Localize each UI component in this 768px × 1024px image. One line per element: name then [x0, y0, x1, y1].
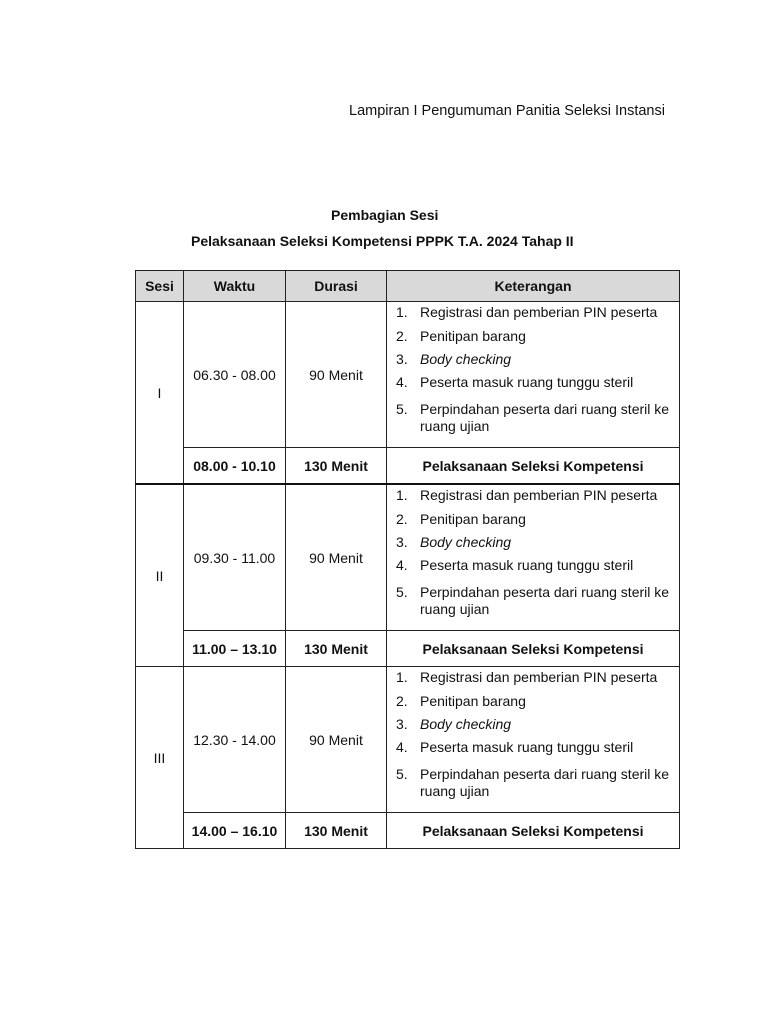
session-1-exam-row [136, 448, 680, 485]
session-2-exam-row [136, 631, 680, 667]
prep-time: 12.30 - 14.00 [184, 667, 286, 813]
exam-label: Pelaksanaan Seleksi Kompetensi [387, 631, 680, 667]
step-item: 5. Perpindahan peserta dari ruang steril ke ruang ujian [396, 766, 670, 799]
exam-time: 08.00 - 10.10 [184, 448, 286, 485]
step-item: 3. Body checking [396, 716, 512, 732]
prep-duration: 90 Menit [286, 667, 387, 813]
step-item: 4. Peserta masuk ruang tunggu steril [396, 739, 634, 755]
exam-duration: 130 Menit [286, 813, 387, 849]
step-item: 2. Penitipan barang [396, 511, 526, 527]
prep-steps [387, 667, 680, 813]
step-item: 2. Penitipan barang [396, 693, 526, 709]
document-subtitle: Pelaksanaan Seleksi Kompetensi PPPK T.A. 2024 Tahap II [191, 233, 574, 249]
step-item: 1. Registrasi dan pemberian PIN peserta [396, 487, 658, 503]
exam-duration: 130 Menit [286, 448, 387, 485]
step-item: 4. Peserta masuk ruang tunggu steril [396, 557, 634, 573]
session-2-prep-row [136, 484, 680, 631]
header-waktu: Waktu [184, 271, 286, 302]
exam-time: 11.00 – 13.10 [184, 631, 286, 667]
prep-steps [387, 302, 680, 448]
session-1-prep-row [136, 302, 680, 448]
session-number: II [136, 484, 184, 667]
session-3-prep-row [136, 667, 680, 813]
header-sesi: Sesi [136, 271, 184, 302]
exam-label: Pelaksanaan Seleksi Kompetensi [387, 813, 680, 849]
prep-steps [387, 484, 680, 631]
step-item: 3. Body checking [396, 534, 512, 550]
exam-duration: 130 Menit [286, 631, 387, 667]
prep-time: 09.30 - 11.00 [184, 484, 286, 631]
session-3-exam-row [136, 813, 680, 849]
step-item: 5. Perpindahan peserta dari ruang steril ke ruang ujian [396, 401, 670, 434]
session-number: I [136, 302, 184, 485]
session-table [135, 270, 680, 849]
exam-label: Pelaksanaan Seleksi Kompetensi [387, 448, 680, 485]
attachment-label: Lampiran I Pengumuman Panitia Seleksi Instansi [349, 103, 665, 119]
step-item: 5. Perpindahan peserta dari ruang steril ke ruang ujian [396, 584, 670, 617]
prep-duration: 90 Menit [286, 302, 387, 448]
step-item: 3. Body checking [396, 351, 512, 367]
header-keterangan: Keterangan [387, 271, 680, 302]
step-item: 1. Registrasi dan pemberian PIN peserta [396, 669, 658, 685]
session-number: III [136, 667, 184, 849]
step-item: 1. Registrasi dan pemberian PIN peserta [396, 304, 658, 320]
table-header-row [136, 271, 680, 302]
exam-time: 14.00 – 16.10 [184, 813, 286, 849]
prep-duration: 90 Menit [286, 484, 387, 631]
step-item: 4. Peserta masuk ruang tunggu steril [396, 374, 634, 390]
prep-time: 06.30 - 08.00 [184, 302, 286, 448]
document-title: Pembagian Sesi [331, 207, 439, 223]
header-durasi: Durasi [286, 271, 387, 302]
step-item: 2. Penitipan barang [396, 328, 526, 344]
